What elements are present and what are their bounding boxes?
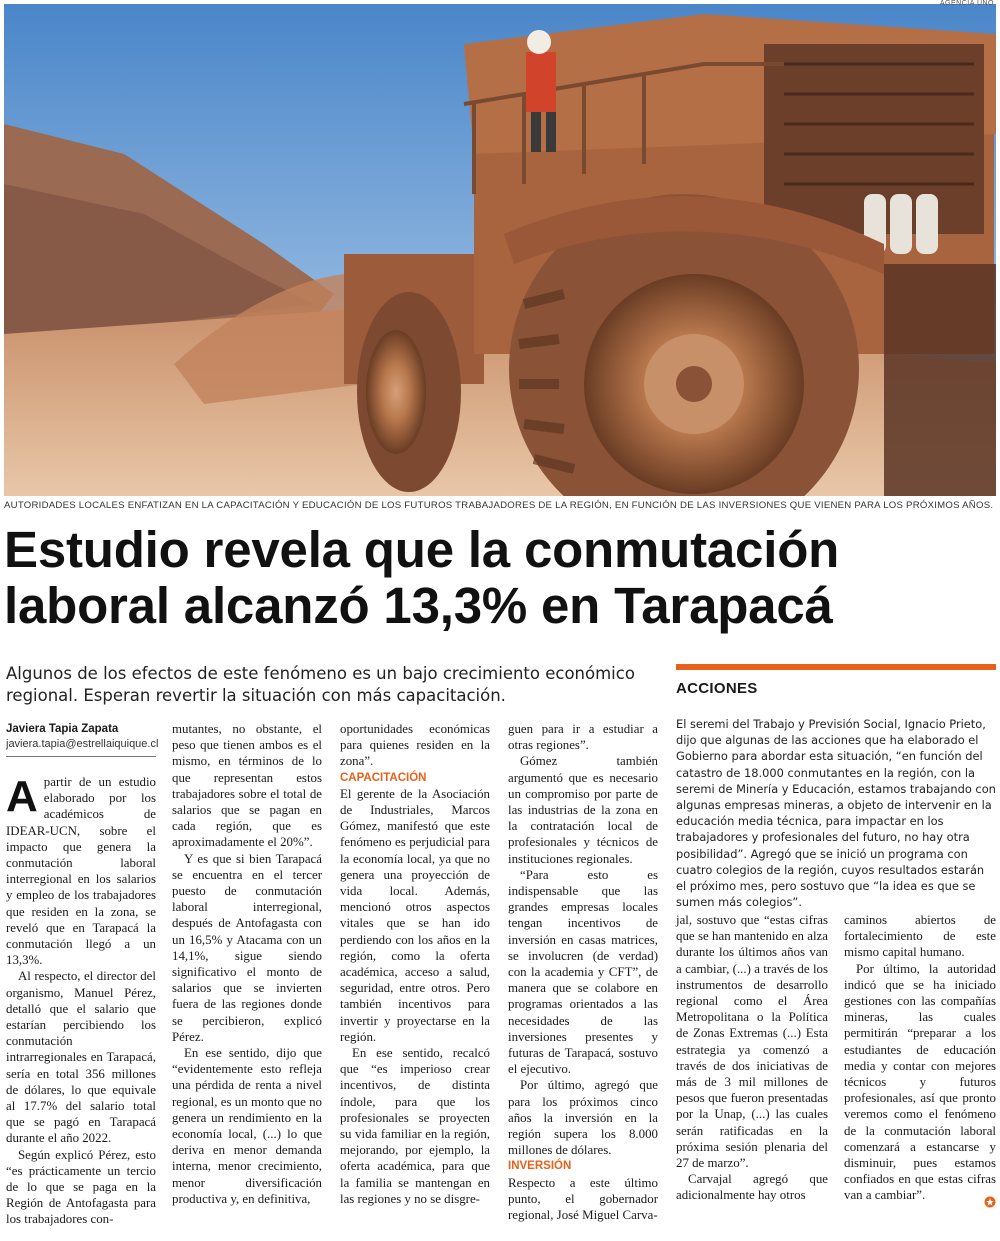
paragraph: Gómez también argumentó que es necesario un compromiso por parte de las industrias de la zona en la contratación local de profesionales y técnicos de instituciones regionales.: [508, 754, 658, 866]
article-column-4: [508, 721, 658, 1223]
paragraph: Y es que si bien Tarapacá se encuentra en el tercer puesto de conmutación laboral interregional, después de Antofagasta con un 16,5% y Atacama con un 14,1%, sigue siendo significativo el monto de salarios que se invierten fuera de las regiones donde se percibieron, explicó Pérez.: [172, 851, 322, 1044]
author-divider: [6, 756, 156, 757]
subhead-inversion: INVERSIÓN: [508, 1160, 572, 1173]
headline-line-2: laboral alcanzó 13,3% en Tarapacá: [4, 577, 833, 634]
dek: Algunos de los efectos de este fenómeno es un bajo crecimiento económico regional. Esperan revertir la situación con más capacitación.: [6, 664, 635, 705]
photo-caption: AUTORIDADES LOCALES ENFATIZAN EN LA CAPACITACIÓN Y EDUCACIÓN DE LOS FUTUROS TRABAJADORES DE LA REGIÓN, EN FUNCIÓN DE LAS INVERSIONES QUE VIENEN PARA LOS PRÓXIMOS AÑOS.: [4, 500, 994, 511]
paragraph: Por último, la autoridad indicó que se ha iniciado gestiones con las compañías mineras, las cuales permitirán “preparar a los estudiantes de educación media y contar con mejores técnicos y futuros profesionales, así que pronto veremos como el fenómeno de la conmutación laboral comenzará a estancarse y disminuir, pues estamos confiados en que estas cifras van a cambiar”.: [844, 961, 996, 1203]
paragraph: Apartir de un estudio elaborado por los académicos de IDEAR-UCN, sobre el impacto que genera la conmutación laboral interregional en los salarios y empleo de los trabajadores que residen en la zona, se reveló que en Tarapacá la conmutación llegó a un 13,3%.: [6, 772, 156, 968]
paragraph: caminos abiertos de fortalecimiento de este mismo capital humano.: [844, 913, 996, 960]
paragraph: Al respecto, el director del organismo, Manuel Pérez, detalló que el salario que estarían percibiendo los conmutación intrarregionales en Tarapacá, sería en total 356 millones de dólares, lo que equivale al 17.7% del salario total que se pagó en Tarapacá durante el año 2022.: [6, 969, 156, 1146]
subhead-capacitacion: CAPACITACIÓN: [340, 771, 427, 784]
paragraph: El gerente de la Asociación de Industriales, Marcos Gómez, manifestó que este fenómeno es perjudicial para la economía local, ya que no genera una proyección de vida local. Además, mencionó otros aspectos vitales que se han ido perdiendo con los años en la región, como la oferta académica, acceso a salud, seguridad, entre otros. Pero también incentivos para invertir y proyectarse en la región.: [340, 786, 490, 1044]
author-name: Javiera Tapia Zapata: [6, 723, 119, 735]
paragraph: oportunidades económicas para quienes residen en la zona”.: [340, 722, 490, 769]
end-of-article-icon: [984, 1196, 996, 1208]
paragraph: Según explicó Pérez, esto “es prácticamente un tercio de lo que se paga en la Región de Antofagasta para los trabajadores con-: [6, 1147, 156, 1227]
paragraph: jal, sostuvo que “estas cifras que se han mantenido en alza durante los últimos años van a cambiar, (...) a través de los instrumentos de desarrollo regional como el Área Metropolitana o la Política de Zonas Extremas (...) Esta estrategia ya comenzó a través de dos iniciativas de más de 3 mil millones de pesos que fueron presentadas por la Unap, (...) las cuales serán ratificadas en la próxima sesión plenaria del 27 de marzo”.: [676, 913, 828, 1171]
paragraph: En ese sentido, recalcó que “es imperioso crear incentivos, de distinta índole, para que los profesionales se proyecten su vida familiar en la región, mejorando, por ejemplo, la oferta académica, para que la familia se mantengan en las regiones y no se disgre-: [340, 1046, 490, 1206]
paragraph: Respecto a este último punto, el gobernador regional, José Miguel Carva-: [508, 1175, 658, 1223]
headline-line-1: Estudio revela que la conmutación: [4, 521, 840, 578]
sidebar-title: ACCIONES: [676, 680, 758, 697]
paragraph: En ese sentido, dijo que “evidentemente esto refleja una pérdida de renta a nivel regional, es un monto que no genera un rendimiento en la economía local, (...) lo que deriva en menor demanda interna, menor crecimiento, menor diversificación productiva y, en definitiva,: [172, 1046, 322, 1206]
paragraph: guen para ir a estudiar a otras regiones”.: [508, 722, 658, 753]
sidebar-accent-bar: [676, 664, 996, 670]
author-email[interactable]: javiera.tapia@estrellaiquique.cl: [6, 738, 159, 750]
article-column-1: [6, 774, 156, 1228]
headline: [4, 522, 996, 634]
paragraph: Carvajal agregó que adicionalmente hay otros: [676, 1172, 828, 1203]
paragraph: “Para esto es indispensable que las grandes empresas locales tengan incentivos de inversión en casas matrices, se involucren (de verdad) con la academia y CFT”, de manera que se colabore en programas orientados a las necesidades de las inversiones presentes y futuras de Tarapacá, sostuvo el ejecutivo.: [508, 867, 658, 1077]
article-column-2: [172, 721, 322, 1207]
mining-truck-photo: [4, 4, 996, 496]
article-column-3: [340, 721, 490, 1207]
photo-credit: AGENCIA UNO: [939, 0, 994, 7]
paragraph: mutantes, no obstante, el peso que tienen ambos es el mismo, en términos de lo que representan estos trabajadores sobre el total de salarios que se pagan en cada región, que es aproximadamente el 20%”.: [172, 722, 322, 850]
article-column-6: [844, 912, 996, 1204]
article-column-5: [676, 912, 828, 1204]
drop-cap: A: [6, 772, 38, 821]
sidebar-text: El seremi del Trabajo y Previsión Social, Ignacio Prieto, dijo que algunas de las acciones que ha elaborado el Gobierno para abordar esta situación, “en función del catastro de 18.000 conmutantes en la región, con la seremi de Minería y Educación, estamos trabajando con algunas empresas mineras, a objeto de intervenir en la educación media técnica, para impactar en los trabajadores y profesionales del futuro, no hay otra posibilidad”. Agregó que se inició un programa con cuatro colegios de la región, cuyos resultados estarán el próximo mes, pero sostuvo que “la idea es que se sumen más colegios”.: [676, 717, 996, 910]
article-photo: [4, 4, 996, 496]
paragraph: Por último, agregó que para los próximos cinco años la inversión en la región supera los 8.000 millones de dólares.: [508, 1078, 658, 1158]
